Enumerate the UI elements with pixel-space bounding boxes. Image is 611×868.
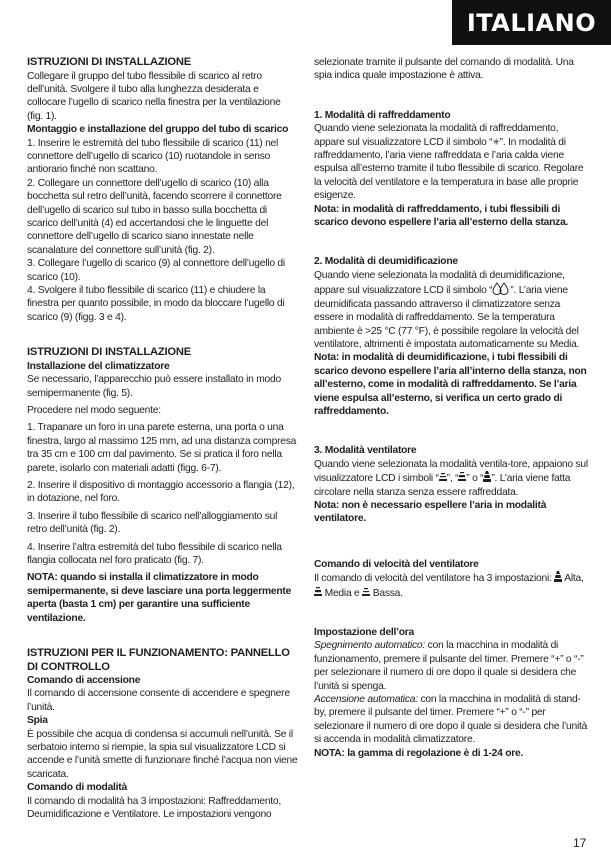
subsection-title: 2. Modalità di deumidificazione bbox=[314, 256, 458, 268]
list-item: 3. Inserire il tubo flessibile di scarico nell’alloggiamento sul retro dell’unità (fig. 2). bbox=[27, 510, 278, 536]
subsection-title: Comando di modalità bbox=[27, 782, 127, 794]
page-number: 17 bbox=[573, 836, 587, 850]
subsection-title: 3. Modalità ventilatore bbox=[314, 445, 417, 457]
text: Il comando di velocità del ventilatore ha 3 impostazioni: bbox=[314, 573, 552, 585]
text: con la macchina in modalità di stand-by, premere il pulsante del timer. Premere “+” o “-” per selezionare il numero di ore dopo il quale si desidera che l’unità si accenda in modalità climatizzatore. bbox=[314, 694, 588, 746]
note: NOTA: la gamma di regolazione è di 1-24 ore. bbox=[314, 747, 524, 759]
left-column bbox=[27, 56, 298, 822]
list-item: 4. Svolgere il tubo flessibile di scarico (11) e chiudere la finestra per quanto possibile, in modo da bloccare l’ugello di scarico (9) (figg. 3 e 4). bbox=[27, 285, 285, 323]
list-item: 1. Trapanare un foro in una parete esterna, una porta o una finestra, largo al massimo 125 mm, ad una distanza compresa tra 35 cm e 100 cm dal pavimento. Se si pratica il foro nella parete, isolarlo con materiali adatti (figg. 6-7). bbox=[27, 422, 297, 474]
spacer bbox=[27, 625, 298, 647]
subsection-title: Impostazione dell’ora bbox=[314, 627, 415, 638]
text: ” o “ bbox=[466, 473, 484, 485]
paragraph: Il comando di modalità ha 3 impostazioni: Raffreddamento, Deumidificazione e Ventilatore. Le impostazioni vengono bbox=[27, 795, 282, 821]
text: con la macchina in modalità di funzionamento, premere il pulsante del timer. Premere “+” o “-” per selezionare il numero di ore dopo il quale si desidera che l’unità si spenga. bbox=[314, 640, 584, 692]
note: Nota: in modalità di raffreddamento, i tubi flessibili di scarico devono espellere l’aria all’esterno della stanza. bbox=[314, 203, 569, 229]
spacer bbox=[27, 324, 298, 346]
section-title-installation: ISTRUZIONI DI INSTALLAZIONE bbox=[27, 56, 192, 68]
text: Alta, bbox=[564, 573, 584, 585]
paragraph: Se necessario, l’apparecchio può essere installato in modo semipermanente (fig. 5). bbox=[27, 374, 281, 399]
text: Quando viene selezionata la modalità ventila-tore, appaiono sul visualizzatore LCD i simboli “ bbox=[314, 458, 588, 485]
paragraph bbox=[314, 571, 588, 600]
subsection-title: Comando di accensione bbox=[27, 675, 141, 687]
spacer bbox=[314, 526, 588, 558]
section-title-operation: ISTRUZIONI PER IL FUNZIONAMENTO: PANNELLO DI CONTROLLO bbox=[27, 647, 290, 673]
paragraph: selezionate tramite il pulsante del comando di modalità. Una spia indica quale impostazione è attiva. bbox=[314, 57, 574, 82]
text: ”, “ bbox=[446, 473, 459, 485]
paragraph bbox=[314, 458, 588, 499]
spacer bbox=[314, 600, 588, 626]
spacer bbox=[314, 83, 588, 109]
label: Accensione automatica: bbox=[314, 694, 418, 706]
list-item: 3. Collegare l’ugello di scarico (9) al connettore dell’ugello di scarico (10). bbox=[27, 258, 285, 283]
droplet-icon bbox=[492, 282, 510, 295]
list-item: 2. Inserire il dispositivo di montaggio accessorio a flangia (12), in dotazione, nel foro. bbox=[27, 479, 295, 505]
subsection-title: Installazione del climatizzatore bbox=[27, 360, 170, 372]
subsection-title: 1. Modalità di raffreddamento bbox=[314, 109, 451, 121]
paragraph: Collegare il gruppo del tubo flessibile di scarico al retro dell’unità. Svolgere il tubo alla lunghezza desiderata e collocare l’ugello di scarico nella finestra per la ventilazione (fig. 1). bbox=[27, 70, 281, 122]
text: ”. L’aria viene deumidificata passando attraverso il climatizzatore senza essere in modalità di raffreddamento. Se la temperatura ambiente è >25 °C (77 °F), è possibile regolare la velocità del ventilatore, altrimenti è impostata automaticamente su Media. bbox=[314, 285, 580, 350]
subsection-title: Comando di velocità del ventilatore bbox=[314, 558, 479, 570]
snowflake-icon: ✳ bbox=[492, 136, 500, 147]
subsection-title: Montaggio e installazione del gruppo del tubo di scarico bbox=[27, 124, 289, 136]
text: Quando viene selezionata la modalità di deumidificazione, appare sul visualizzatore LCD il simbolo “ bbox=[314, 269, 565, 297]
spacer bbox=[314, 418, 588, 444]
note: Nota: non è necessario espellere l’aria in modalità ventilatore. bbox=[314, 499, 547, 525]
fan-medium-icon bbox=[314, 586, 322, 597]
paragraph bbox=[314, 693, 588, 747]
text: Media e bbox=[324, 587, 360, 599]
spacer bbox=[314, 229, 588, 255]
list-item: 1. Inserire le estremità del tubo flessibile di scarico (11) nel connettore dell’ugello di scarico (10) ruotandole in senso antiorario finché non scattano. bbox=[27, 137, 279, 176]
paragraph bbox=[314, 269, 588, 351]
paragraph bbox=[314, 122, 588, 202]
paragraph: È possibile che acqua di condensa si accumuli nell’unità. Se il serbatoio interno si riempie, la spia sul visualizzatore LCD si accende e l’unità smette di funzionare finché l’acqua non viene scaricata. bbox=[27, 728, 298, 780]
text: Quando viene selezionata la modalità di raffreddamento, appare sul visualizzatore LCD il simbolo “ bbox=[314, 123, 559, 148]
text: ”. In modalità di raffreddamento, l’aria viene raffreddata e l’aria calda viene espulsa all’esterno tramite il tubo flessibile di scarico. Regolare la velocità del ventilatore e la temperatura in base alle proprie esigenze. bbox=[314, 136, 584, 202]
fan-low-icon bbox=[362, 586, 370, 597]
paragraph: Il comando di accensione consente di accendere e spegnere l’unità. bbox=[27, 688, 290, 713]
list-item: 2. Collegare un connettore dell’ugello di scarico (10) alla bocchetta sul retro dell’unità, facendo scorrere il connettore dell’ugello di scarico sul tubo in basso sulla bocchetta di scarico dell’unità (4) ed accertandosi che le linguette del connettore dell’ugello di scarico siano innestate nelle scanalature del connettore sull’unità (fig. 2). bbox=[27, 177, 282, 256]
section-title-installation-2: ISTRUZIONI DI INSTALLAZIONE bbox=[27, 346, 192, 359]
language-banner: ITALIANO bbox=[452, 0, 611, 45]
note: Nota: in modalità di deumidificazione, i tubi flessibili di scarico devono espellere l’aria all’interno della stanza, non all’esterno, come in modalità di raffreddamento. Se l’aria viene espulsa all’esterno, si verifica un certo grado di raffreddamento. bbox=[314, 352, 587, 417]
paragraph bbox=[314, 639, 588, 693]
list-item: 4. Inserire l’altra estremità del tubo flessibile di scarico nella flangia collocata nel foro praticato (fig. 7). bbox=[27, 541, 282, 566]
text: ”. L’aria viene fatta circolare nella stanza senza essere raffreddata. bbox=[314, 473, 571, 498]
text: Bassa. bbox=[372, 587, 403, 599]
fan-low-icon bbox=[439, 471, 447, 482]
subsection-title: Spia bbox=[27, 715, 48, 727]
paragraph: Procedere nel modo seguente: bbox=[27, 404, 161, 416]
fan-high-icon bbox=[554, 571, 562, 582]
label: Spegnimento automatico: bbox=[314, 640, 426, 652]
right-column bbox=[314, 56, 588, 760]
note: NOTA: quando si installa il climatizzatore in modo semipermanente, si deve lasciare una porta leggermente aperta (basta 1 cm) per garantire una sufficiente ventilazione. bbox=[27, 572, 292, 624]
